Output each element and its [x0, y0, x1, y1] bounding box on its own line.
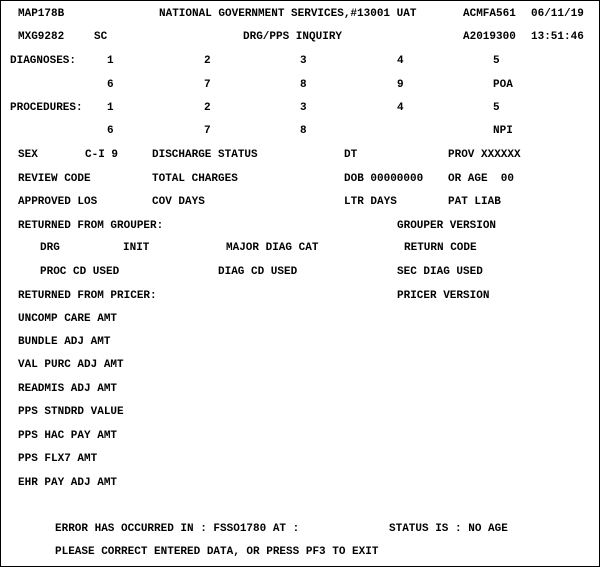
procedure-field-4[interactable]: 4 — [397, 102, 404, 114]
diagnosis-field-7[interactable]: 7 — [204, 79, 211, 91]
grouper-version-label: GROUPER VERSION — [397, 220, 497, 232]
sec-diag-used-label: SEC DIAG USED — [397, 266, 483, 278]
npi-label: NPI — [493, 125, 513, 137]
or-age-field[interactable]: OR AGE 00 — [448, 173, 515, 185]
returned-from-grouper-label: RETURNED FROM GROUPER: — [18, 220, 164, 232]
diagnosis-field-1[interactable]: 1 — [107, 55, 114, 67]
cov-days-label: COV DAYS — [152, 196, 205, 208]
dob-field[interactable]: DOB 00000000 — [344, 173, 424, 185]
major-diag-cat-label: MAJOR DIAG CAT — [226, 242, 319, 254]
drg-label: DRG — [40, 242, 60, 254]
ci-indicator[interactable]: C-I 9 — [85, 149, 119, 161]
current-date: 06/11/19 — [531, 8, 584, 20]
total-charges-label: TOTAL CHARGES — [152, 173, 238, 185]
org-name: NATIONAL GOVERNMENT SERVICES,#13001 UAT — [159, 8, 417, 20]
page-title: DRG/PPS INQUIRY — [243, 31, 343, 43]
ehr-pay-adj-amt-label: EHR PAY ADJ AMT — [18, 477, 118, 489]
ltr-days-label: LTR DAYS — [344, 196, 397, 208]
instruction-message: PLEASE CORRECT ENTERED DATA, OR PRESS PF3 TO EXIT — [55, 546, 379, 558]
diagnosis-field-8[interactable]: 8 — [300, 79, 307, 91]
readmis-adj-amt-label: READMIS ADJ AMT — [18, 383, 118, 395]
diagnosis-field-9[interactable]: 9 — [397, 79, 404, 91]
procedure-field-1[interactable]: 1 — [107, 102, 114, 114]
region-id: ACMFA561 — [463, 8, 516, 20]
poa-label: POA — [493, 79, 513, 91]
return-code-label: RETURN CODE — [404, 242, 477, 254]
sex-label: SEX — [18, 149, 38, 161]
dt-label: DT — [344, 149, 358, 161]
procedure-field-3[interactable]: 3 — [300, 102, 307, 114]
diagnosis-field-5[interactable]: 5 — [493, 55, 500, 67]
screen-id: MAP178B — [18, 8, 65, 20]
prov-field[interactable]: PROV XXXXXX — [448, 149, 521, 161]
diagnosis-field-2[interactable]: 2 — [204, 55, 211, 67]
init-label: INIT — [123, 242, 150, 254]
proc-cd-used-label: PROC CD USED — [40, 266, 120, 278]
current-time: 13:51:46 — [531, 31, 584, 43]
procedure-field-8[interactable]: 8 — [300, 125, 307, 137]
pps-hac-pay-amt-label: PPS HAC PAY AMT — [18, 430, 118, 442]
reference-id: A2019300 — [463, 31, 516, 43]
discharge-status-label: DISCHARGE STATUS — [152, 149, 258, 161]
pps-stndrd-value-label: PPS STNDRD VALUE — [18, 406, 124, 418]
procedure-field-2[interactable]: 2 — [204, 102, 211, 114]
pat-liab-label: PAT LIAB — [448, 196, 501, 208]
mode-indicator: SC — [94, 31, 108, 43]
diagnosis-field-3[interactable]: 3 — [300, 55, 307, 67]
pps-flx7-amt-label: PPS FLX7 AMT — [18, 453, 98, 465]
bundle-adj-amt-label: BUNDLE ADJ AMT — [18, 336, 111, 348]
diagnosis-field-6[interactable]: 6 — [107, 79, 114, 91]
pricer-version-label: PRICER VERSION — [397, 290, 490, 302]
user-id: MXG9282 — [18, 31, 65, 43]
diagnosis-field-4[interactable]: 4 — [397, 55, 404, 67]
uncomp-care-amt-label: UNCOMP CARE AMT — [18, 313, 118, 325]
diagnoses-label: DIAGNOSES: — [10, 55, 77, 67]
procedure-field-5[interactable]: 5 — [493, 102, 500, 114]
procedures-label: PROCEDURES: — [10, 102, 83, 114]
returned-from-pricer-label: RETURNED FROM PRICER: — [18, 290, 157, 302]
procedure-field-6[interactable]: 6 — [107, 125, 114, 137]
diag-cd-used-label: DIAG CD USED — [218, 266, 298, 278]
approved-los-label: APPROVED LOS — [18, 196, 98, 208]
review-code-label: REVIEW CODE — [18, 173, 91, 185]
status-message: STATUS IS : NO AGE — [389, 523, 508, 535]
val-purc-adj-amt-label: VAL PURC ADJ AMT — [18, 359, 124, 371]
procedure-field-7[interactable]: 7 — [204, 125, 211, 137]
error-message: ERROR HAS OCCURRED IN : FSSO1780 AT : — [55, 523, 300, 535]
